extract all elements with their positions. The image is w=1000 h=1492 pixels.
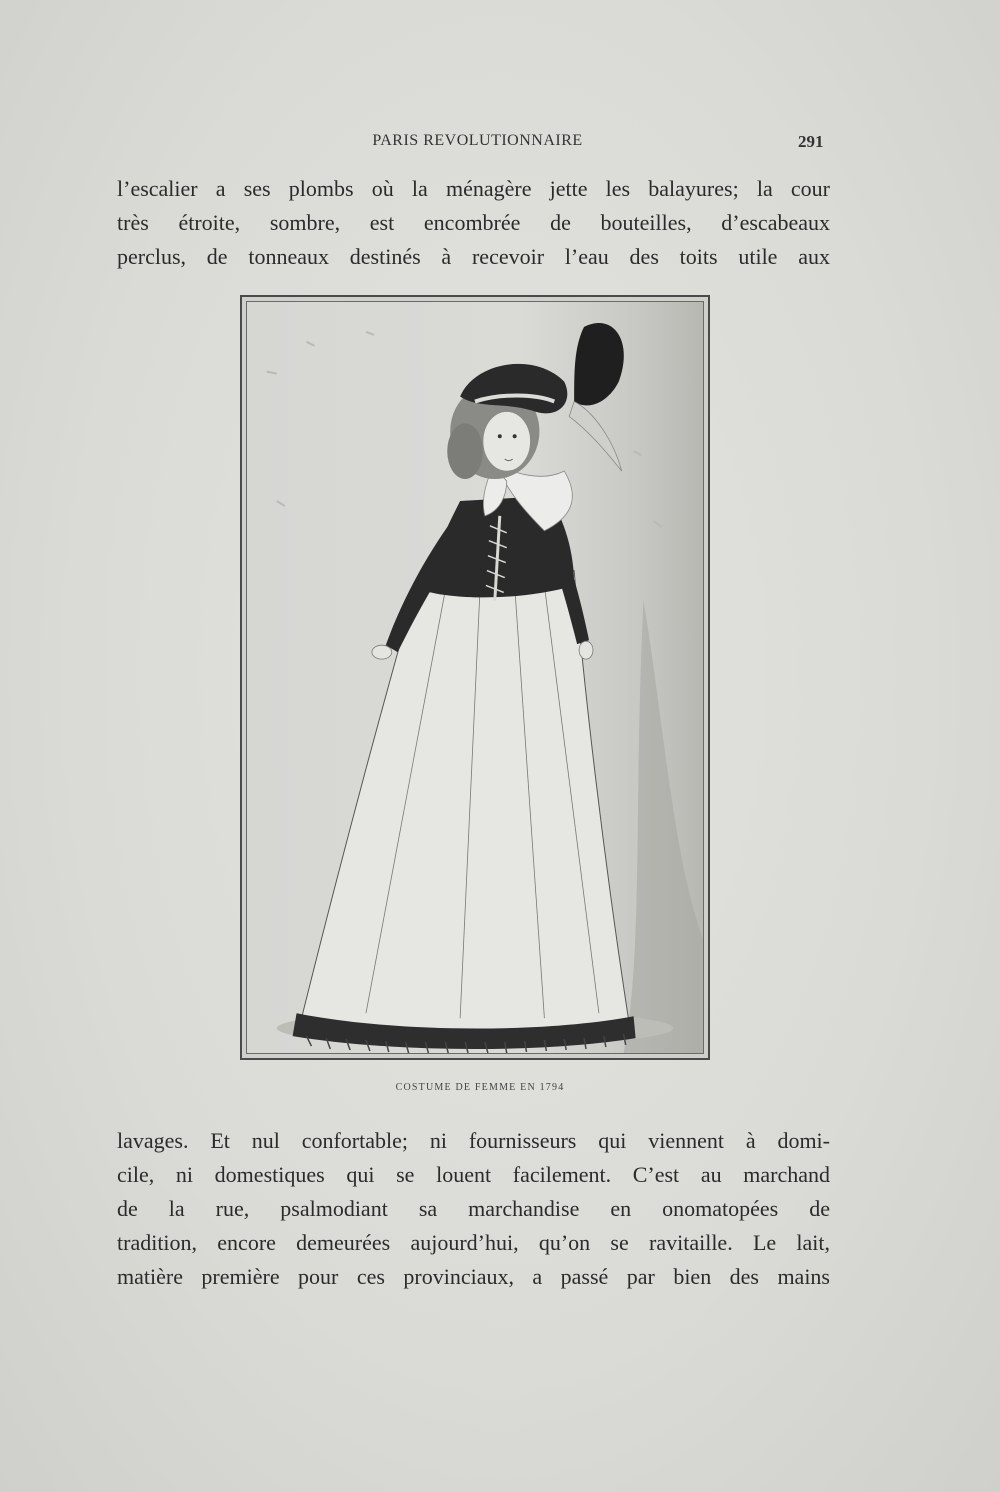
figure-caption: COSTUME DE FEMME EN 1794 <box>395 1082 565 1093</box>
text-line: de la rue, psalmodiant sa marchandise en onomatopées de <box>117 1196 830 1221</box>
text-line: perclus, de tonneaux destinés à recevoir l’eau des toits utile aux <box>117 244 830 269</box>
running-title: PARIS REVOLUTIONNAIRE <box>372 132 583 149</box>
engraving-area <box>246 301 704 1054</box>
text-line: lavages. Et nul confortable; ni fournisseurs qui viennent à domi- <box>117 1128 830 1153</box>
running-head <box>0 132 1000 156</box>
paragraph-bottom <box>117 1124 830 1294</box>
paragraph-top <box>117 172 830 274</box>
text-line: l’escalier a ses plombs où la ménagère jette les balayures; la cour <box>117 176 830 201</box>
page-number: 291 <box>798 132 824 151</box>
costume-engraving-image <box>247 302 703 1053</box>
text-line: très étroite, sombre, est encombrée de bouteilles, d’escabeaux <box>117 210 830 235</box>
text-line: cile, ni domestiques qui se louent facilement. C’est au marchand <box>117 1162 830 1187</box>
text-line: tradition, encore demeurées aujourd’hui, qu’on se ravitaille. Le lait, <box>117 1230 830 1255</box>
text-line: matière première pour ces provinciaux, a passé par bien des mains <box>117 1264 830 1289</box>
illustration-plate <box>240 295 710 1060</box>
